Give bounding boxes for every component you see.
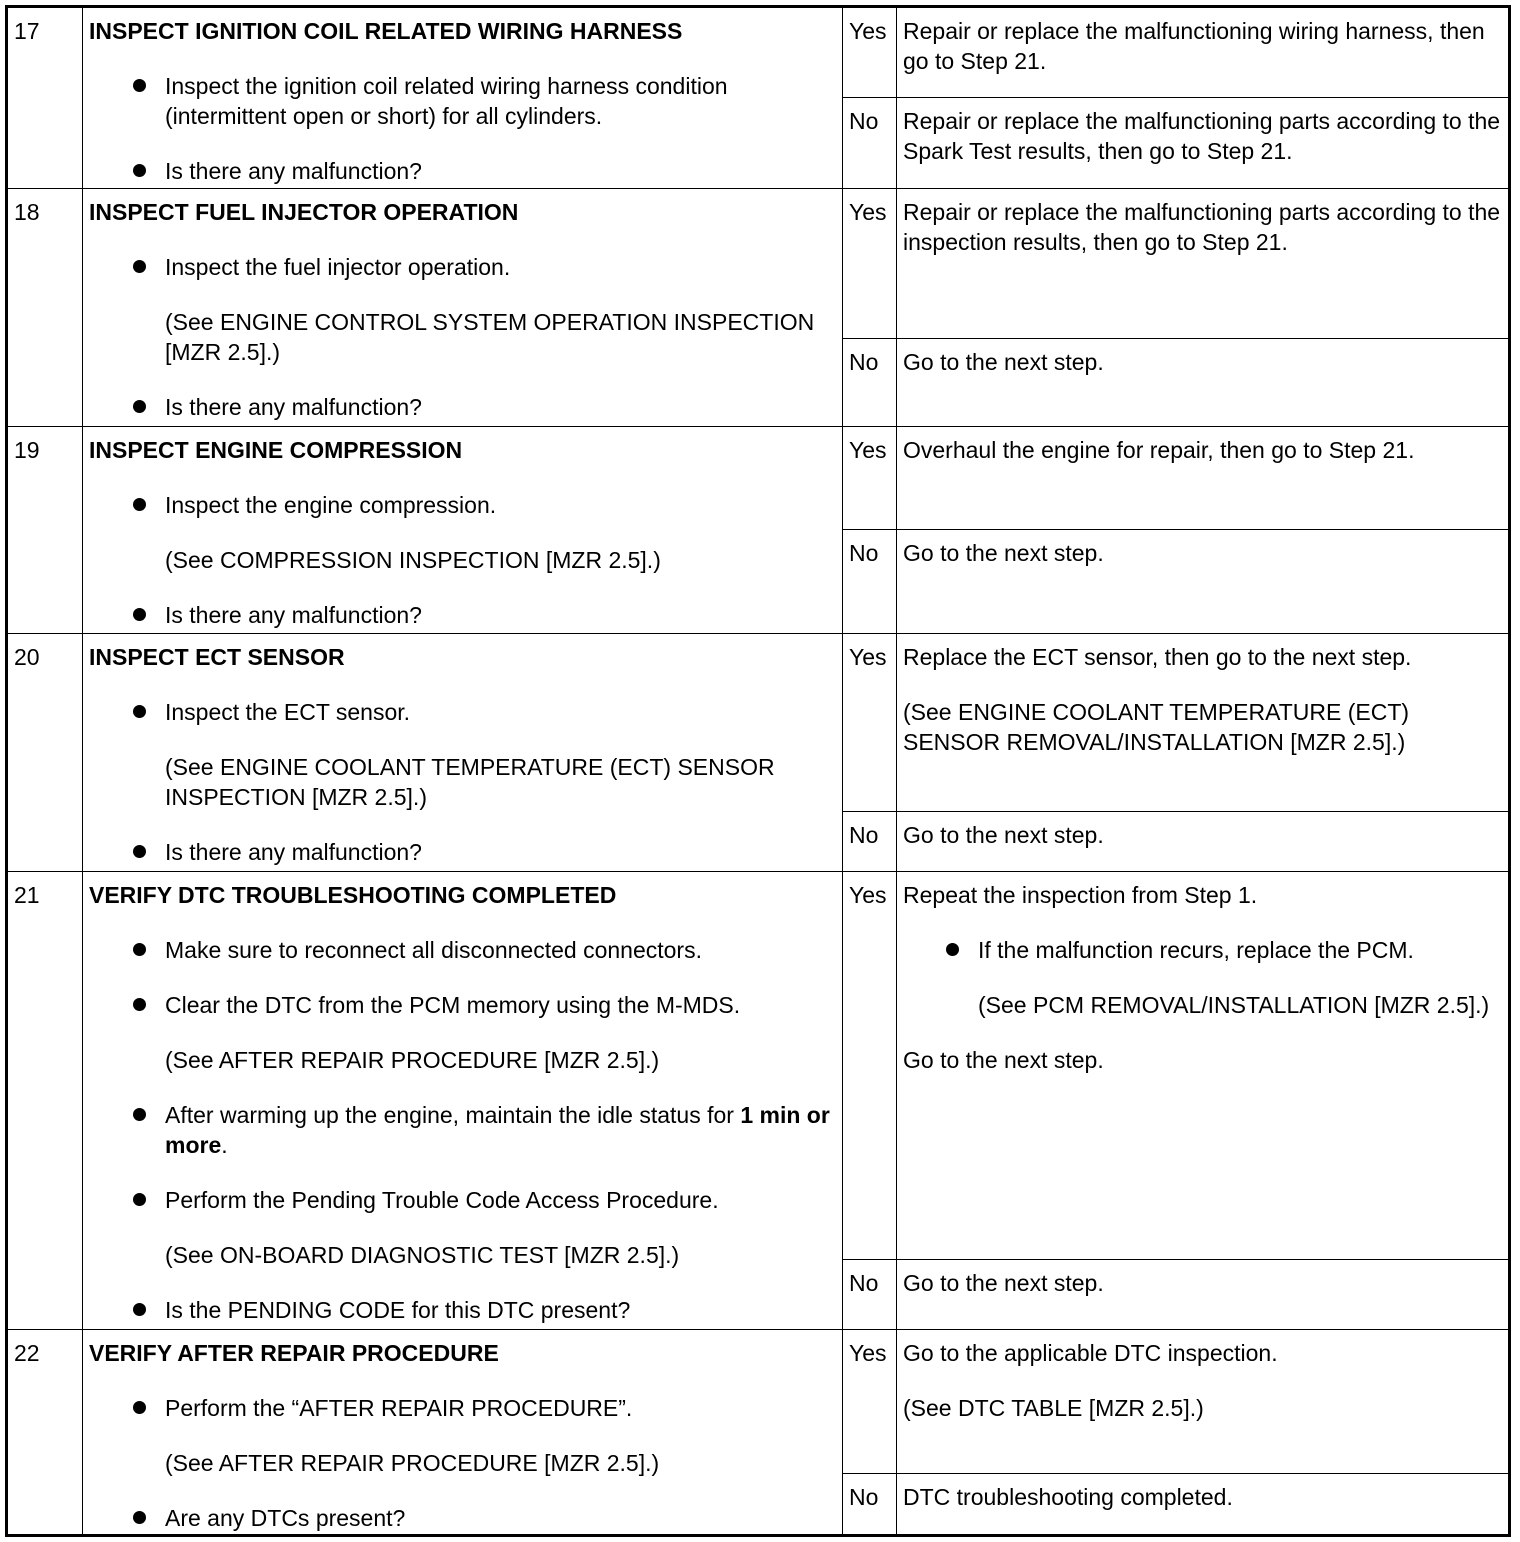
list-item	[89, 990, 834, 1075]
step-content	[83, 1330, 843, 1536]
item-text: Perform the Pending Trouble Code Access Procedure.	[165, 1187, 719, 1213]
yes-label: Yes	[843, 189, 897, 339]
list-item	[89, 697, 834, 812]
diagnostic-procedure-table	[5, 5, 1511, 1537]
step-content	[83, 872, 843, 1330]
no-action: Go to the next step.	[897, 1260, 1510, 1330]
yes-label: Yes	[843, 1330, 897, 1474]
list-item	[903, 935, 1502, 1020]
reference-note: (See ENGINE CONTROL SYSTEM OPERATION INSPECTION [MZR 2.5].)	[165, 309, 815, 365]
item-text: Make sure to reconnect all disconnected connectors.	[165, 937, 702, 963]
step-checklist	[89, 697, 834, 867]
no-label: No	[843, 98, 897, 189]
yes-action: Overhaul the engine for repair, then go to Step 21.	[897, 427, 1510, 530]
bullet-icon	[946, 943, 959, 956]
item-text: After warming up the engine, maintain the idle status for	[165, 1102, 741, 1128]
no-action: DTC troubleshooting completed.	[897, 1474, 1510, 1536]
action-checklist	[903, 935, 1502, 1020]
bullet-icon	[133, 1108, 146, 1121]
table-row	[7, 634, 1510, 812]
reference-note: (See COMPRESSION INSPECTION [MZR 2.5].)	[165, 547, 661, 573]
reference-note: (See AFTER REPAIR PROCEDURE [MZR 2.5].)	[165, 1450, 660, 1476]
item-text: Are any DTCs present?	[165, 1505, 406, 1531]
bullet-icon	[133, 608, 146, 621]
step-heading: VERIFY AFTER REPAIR PROCEDURE	[89, 1340, 499, 1366]
list-item	[89, 156, 834, 186]
bullet-icon	[133, 260, 146, 273]
step-checklist	[89, 71, 834, 186]
bullet-icon	[133, 943, 146, 956]
yes-label: Yes	[843, 872, 897, 1260]
table-row	[7, 427, 1510, 530]
bullet-icon	[133, 845, 146, 858]
yes-action-cell	[897, 872, 1510, 1260]
no-label: No	[843, 1260, 897, 1330]
list-item	[89, 1100, 834, 1160]
yes-action: Go to the applicable DTC inspection.	[903, 1340, 1278, 1366]
step-number: 20	[7, 634, 83, 872]
item-text: Is there any malfunction?	[165, 839, 422, 865]
list-item	[89, 1503, 834, 1533]
step-number: 18	[7, 189, 83, 427]
item-text-bold: 1 min or more	[165, 1102, 830, 1158]
reference-note: (See PCM REMOVAL/INSTALLATION [MZR 2.5].)	[978, 992, 1490, 1018]
bullet-icon	[133, 164, 146, 177]
step-number: 17	[7, 7, 83, 189]
bullet-icon	[133, 498, 146, 511]
item-text: Perform the “AFTER REPAIR PROCEDURE”.	[165, 1395, 633, 1421]
list-item	[89, 71, 834, 131]
table-row	[7, 7, 1510, 98]
bullet-icon	[133, 1401, 146, 1414]
step-heading: INSPECT IGNITION COIL RELATED WIRING HARNESS	[89, 18, 683, 44]
table-row	[7, 1330, 1510, 1474]
table-row	[7, 872, 1510, 1260]
bullet-icon	[133, 400, 146, 413]
step-content	[83, 427, 843, 634]
step-heading: INSPECT ENGINE COMPRESSION	[89, 437, 463, 463]
item-text: Is there any malfunction?	[165, 158, 422, 184]
step-number: 22	[7, 1330, 83, 1536]
yes-label: Yes	[843, 7, 897, 98]
item-text: Inspect the ignition coil related wiring harness condition (intermittent open or short) for all cylinders.	[165, 73, 728, 129]
no-action: Go to the next step.	[897, 339, 1510, 427]
reference-note: (See ON-BOARD DIAGNOSTIC TEST [MZR 2.5].)	[165, 1242, 680, 1268]
yes-action: Repair or replace the malfunctioning wiring harness, then go to Step 21.	[897, 7, 1510, 98]
no-action: Go to the next step.	[897, 812, 1510, 872]
step-number: 21	[7, 872, 83, 1330]
bullet-icon	[133, 79, 146, 92]
no-label: No	[843, 812, 897, 872]
item-text: Is there any malfunction?	[165, 602, 422, 628]
item-text: Inspect the fuel injector operation.	[165, 254, 511, 280]
item-text: Is the PENDING CODE for this DTC present?	[165, 1297, 631, 1323]
reference-note: (See ENGINE COOLANT TEMPERATURE (ECT) SENSOR INSPECTION [MZR 2.5].)	[165, 754, 775, 810]
list-item	[89, 1185, 834, 1270]
yes-action: Replace the ECT sensor, then go to the next step.	[903, 644, 1412, 670]
yes-action: Repair or replace the malfunctioning parts according to the inspection results, then go to Step 21.	[897, 189, 1510, 339]
no-label: No	[843, 339, 897, 427]
step-checklist	[89, 935, 834, 1325]
bullet-icon	[133, 1303, 146, 1316]
step-checklist	[89, 1393, 834, 1533]
bullet-icon	[133, 1193, 146, 1206]
step-content	[83, 7, 843, 189]
no-label: No	[843, 530, 897, 634]
item-text: Clear the DTC from the PCM memory using the M-MDS.	[165, 992, 741, 1018]
no-label: No	[843, 1474, 897, 1536]
item-text: Inspect the ECT sensor.	[165, 699, 411, 725]
no-action: Go to the next step.	[897, 530, 1510, 634]
item-text: Inspect the engine compression.	[165, 492, 497, 518]
yes-action-cell	[897, 634, 1510, 812]
list-item	[89, 252, 834, 367]
bullet-icon	[133, 705, 146, 718]
item-text: Is there any malfunction?	[165, 394, 422, 420]
yes-action-cell	[897, 1330, 1510, 1474]
list-item	[89, 600, 834, 630]
reference-note: (See ENGINE COOLANT TEMPERATURE (ECT) SENSOR REMOVAL/INSTALLATION [MZR 2.5].)	[903, 699, 1410, 755]
step-number: 19	[7, 427, 83, 634]
step-checklist	[89, 490, 834, 630]
step-content	[83, 189, 843, 427]
bullet-icon	[133, 1511, 146, 1524]
bullet-icon	[133, 998, 146, 1011]
list-item	[89, 392, 834, 422]
item-text-end: .	[221, 1132, 228, 1158]
yes-label: Yes	[843, 634, 897, 812]
list-item	[89, 1393, 834, 1478]
table-row	[7, 189, 1510, 339]
step-heading: INSPECT FUEL INJECTOR OPERATION	[89, 199, 519, 225]
yes-label: Yes	[843, 427, 897, 530]
yes-action-end: Go to the next step.	[903, 1047, 1104, 1073]
list-item	[89, 490, 834, 575]
list-item	[89, 1295, 834, 1325]
list-item	[89, 935, 834, 965]
no-action: Repair or replace the malfunctioning parts according to the Spark Test results, then go to Step 21.	[897, 98, 1510, 189]
list-item	[89, 837, 834, 867]
reference-note: (See DTC TABLE [MZR 2.5].)	[903, 1395, 1204, 1421]
step-heading: INSPECT ECT SENSOR	[89, 644, 345, 670]
item-text: If the malfunction recurs, replace the PCM.	[978, 937, 1414, 963]
step-heading: VERIFY DTC TROUBLESHOOTING COMPLETED	[89, 882, 617, 908]
step-checklist	[89, 252, 834, 422]
reference-note: (See AFTER REPAIR PROCEDURE [MZR 2.5].)	[165, 1047, 660, 1073]
yes-action: Repeat the inspection from Step 1.	[903, 882, 1258, 908]
step-content	[83, 634, 843, 872]
